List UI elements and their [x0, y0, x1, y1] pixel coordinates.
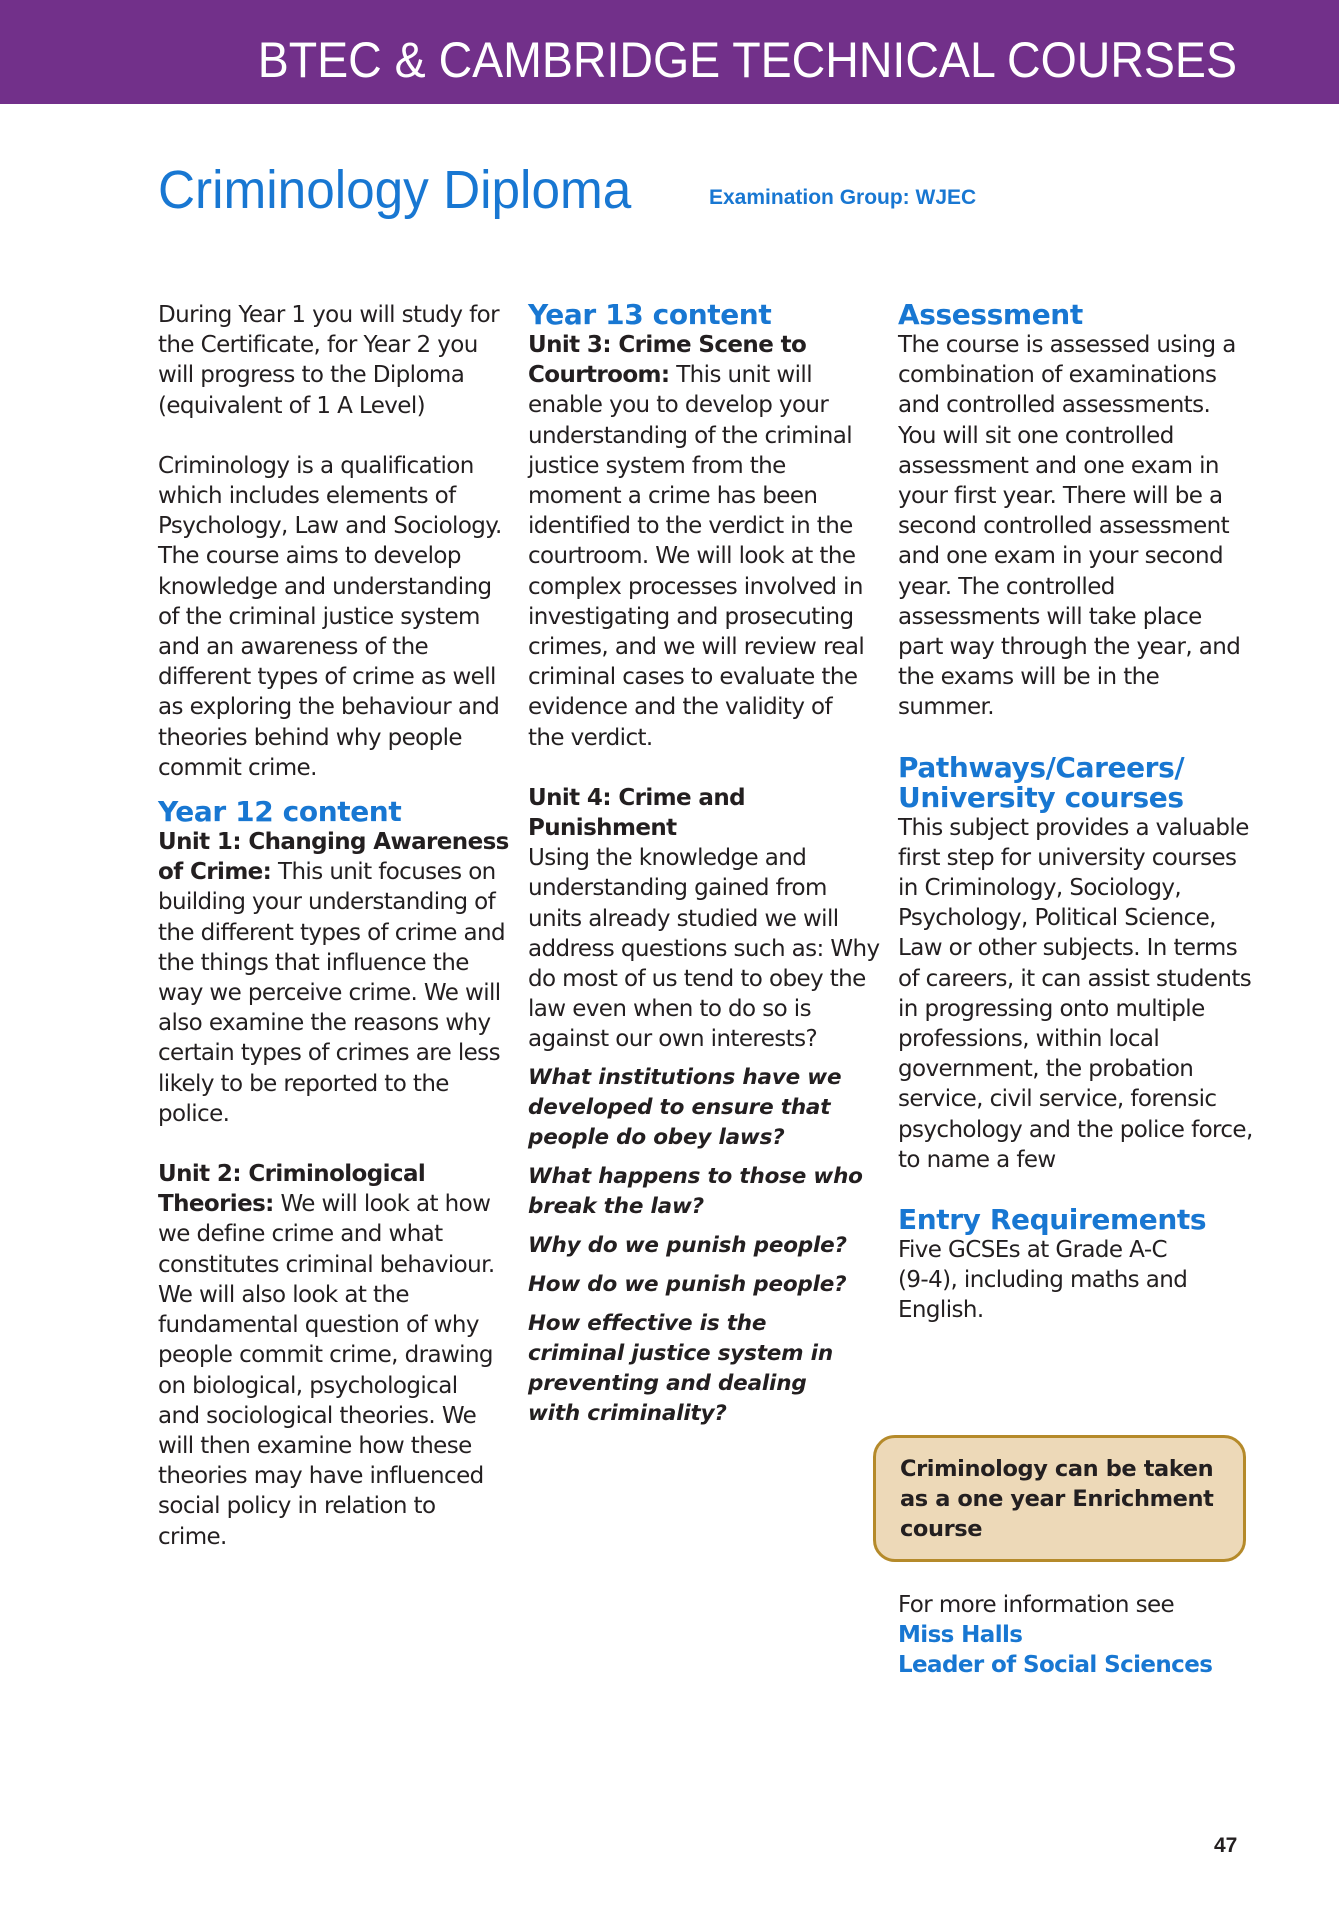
- pathways-heading-line1: Pathways/Careers/: [898, 750, 1185, 784]
- assessment-heading: Assessment: [898, 298, 1083, 331]
- unit4-body: Using the knowledge and understanding gained from units already studied we will address questions such as: Why do most of us tend to obey the law even when to do so is against our own interests?: [528, 845, 880, 1053]
- column-year13: [528, 300, 893, 1438]
- unit2-paragraph: [158, 1159, 496, 1552]
- contact-name: Miss Halls: [898, 1622, 1023, 1648]
- exam-group-label: Examination Group: WJEC: [709, 186, 977, 209]
- column-assessment: [898, 300, 1263, 1326]
- unit1-paragraph: [158, 827, 510, 1129]
- unit3-title: Unit 3: Crime Scene to Courtroom:: [528, 332, 807, 389]
- unit3-body: This unit will enable you to develop your understanding of the criminal justice system from the moment a crime has been identified to the verdict in the courtroom. We will look at the complex processes involved in investigating and prosecuting crimes, and we will review real criminal cases to evaluate the evidence and the validity of the verdict.: [528, 362, 865, 751]
- contact-info: [898, 1590, 1298, 1680]
- pathways-body: This subject provides a valuable first step for university courses in Criminology, Sociology, Psychology, Political Science, Law or other subjects. In terms of careers, it can assist students in progressing onto multiple professions, within local government, the probation service, civil service, forensic psychology and the police force, to name a few: [898, 814, 1253, 1173]
- contact-lead: For more information see: [898, 1592, 1175, 1618]
- intro-paragraph: During Year 1 you will study for the Certificate, for Year 2 you will progress to the Diploma (equivalent of 1 A Level): [158, 302, 499, 419]
- unit2-body: We will look at how we define crime and what constitutes criminal behaviour. We will also look at the fundamental question of why people commit crime, drawing on biological, psychological and sociological theories. We will then examine how these theories may have influenced social policy in relation to crime.: [158, 1191, 495, 1550]
- contact-role: Leader of Social Sciences: [898, 1652, 1213, 1678]
- enrichment-callout: Criminology can be taken as a one year Enrichment course: [873, 1435, 1246, 1562]
- year13-heading: Year 13 content: [528, 298, 772, 331]
- unit1-title: Unit 1: Changing Awareness of Crime:: [158, 829, 509, 886]
- question-item: Why do we punish people?: [528, 1232, 847, 1258]
- assessment-body: The course is assessed using a combination of examinations and controlled assessments. You will sit one controlled assessment and one exam in your first year. There will be a second controlled assessment and one exam in your second year. The controlled assessments will take place part way through the year, and the exams will be in the summer.: [898, 332, 1241, 721]
- unit1-body: This unit focuses on building your understanding of the different types of crime and the things that influence the way we perceive crime. We will also examine the reasons why certain types of crimes are less likely to be reported to the police.: [158, 859, 505, 1127]
- year12-heading: Year 12 content: [158, 795, 402, 829]
- banner-title: BTEC & CAMBRIDGE TECHNICAL COURSES: [257, 32, 1237, 88]
- question-item: What happens to those who break the law?: [528, 1163, 863, 1219]
- section-banner: [0, 0, 1339, 104]
- unit4-title: Unit 4: Crime and Punishment: [528, 784, 745, 842]
- page-number: 47: [1214, 1834, 1238, 1857]
- entry-requirements-heading: Entry Requirements: [898, 1203, 1207, 1237]
- unit2-title: Unit 2: Criminological Theories:: [158, 1161, 426, 1218]
- page-title: Criminology Diploma: [158, 160, 632, 220]
- overview-paragraph: Criminology is a qualification which includes elements of Psychology, Law and Sociology. The course aims to develop knowledge and understanding of the criminal justice system and an awareness of the different types of crime as well as exploring the behaviour and theories behind why people commit crime.: [158, 452, 502, 781]
- pathways-heading-line2: University courses: [898, 780, 1184, 814]
- question-item: How effective is the criminal justice system in preventing and dealing with criminality?: [528, 1310, 833, 1426]
- unit3-paragraph: [528, 330, 873, 753]
- question-item: What institutions have we developed to ensure that people do obey laws?: [528, 1064, 842, 1150]
- entry-requirements-body: Five GCSEs at Grade A-C (9-4), including maths and English.: [898, 1237, 1188, 1324]
- column-intro-year12: [158, 300, 523, 1552]
- question-item: How do we punish people?: [528, 1271, 847, 1297]
